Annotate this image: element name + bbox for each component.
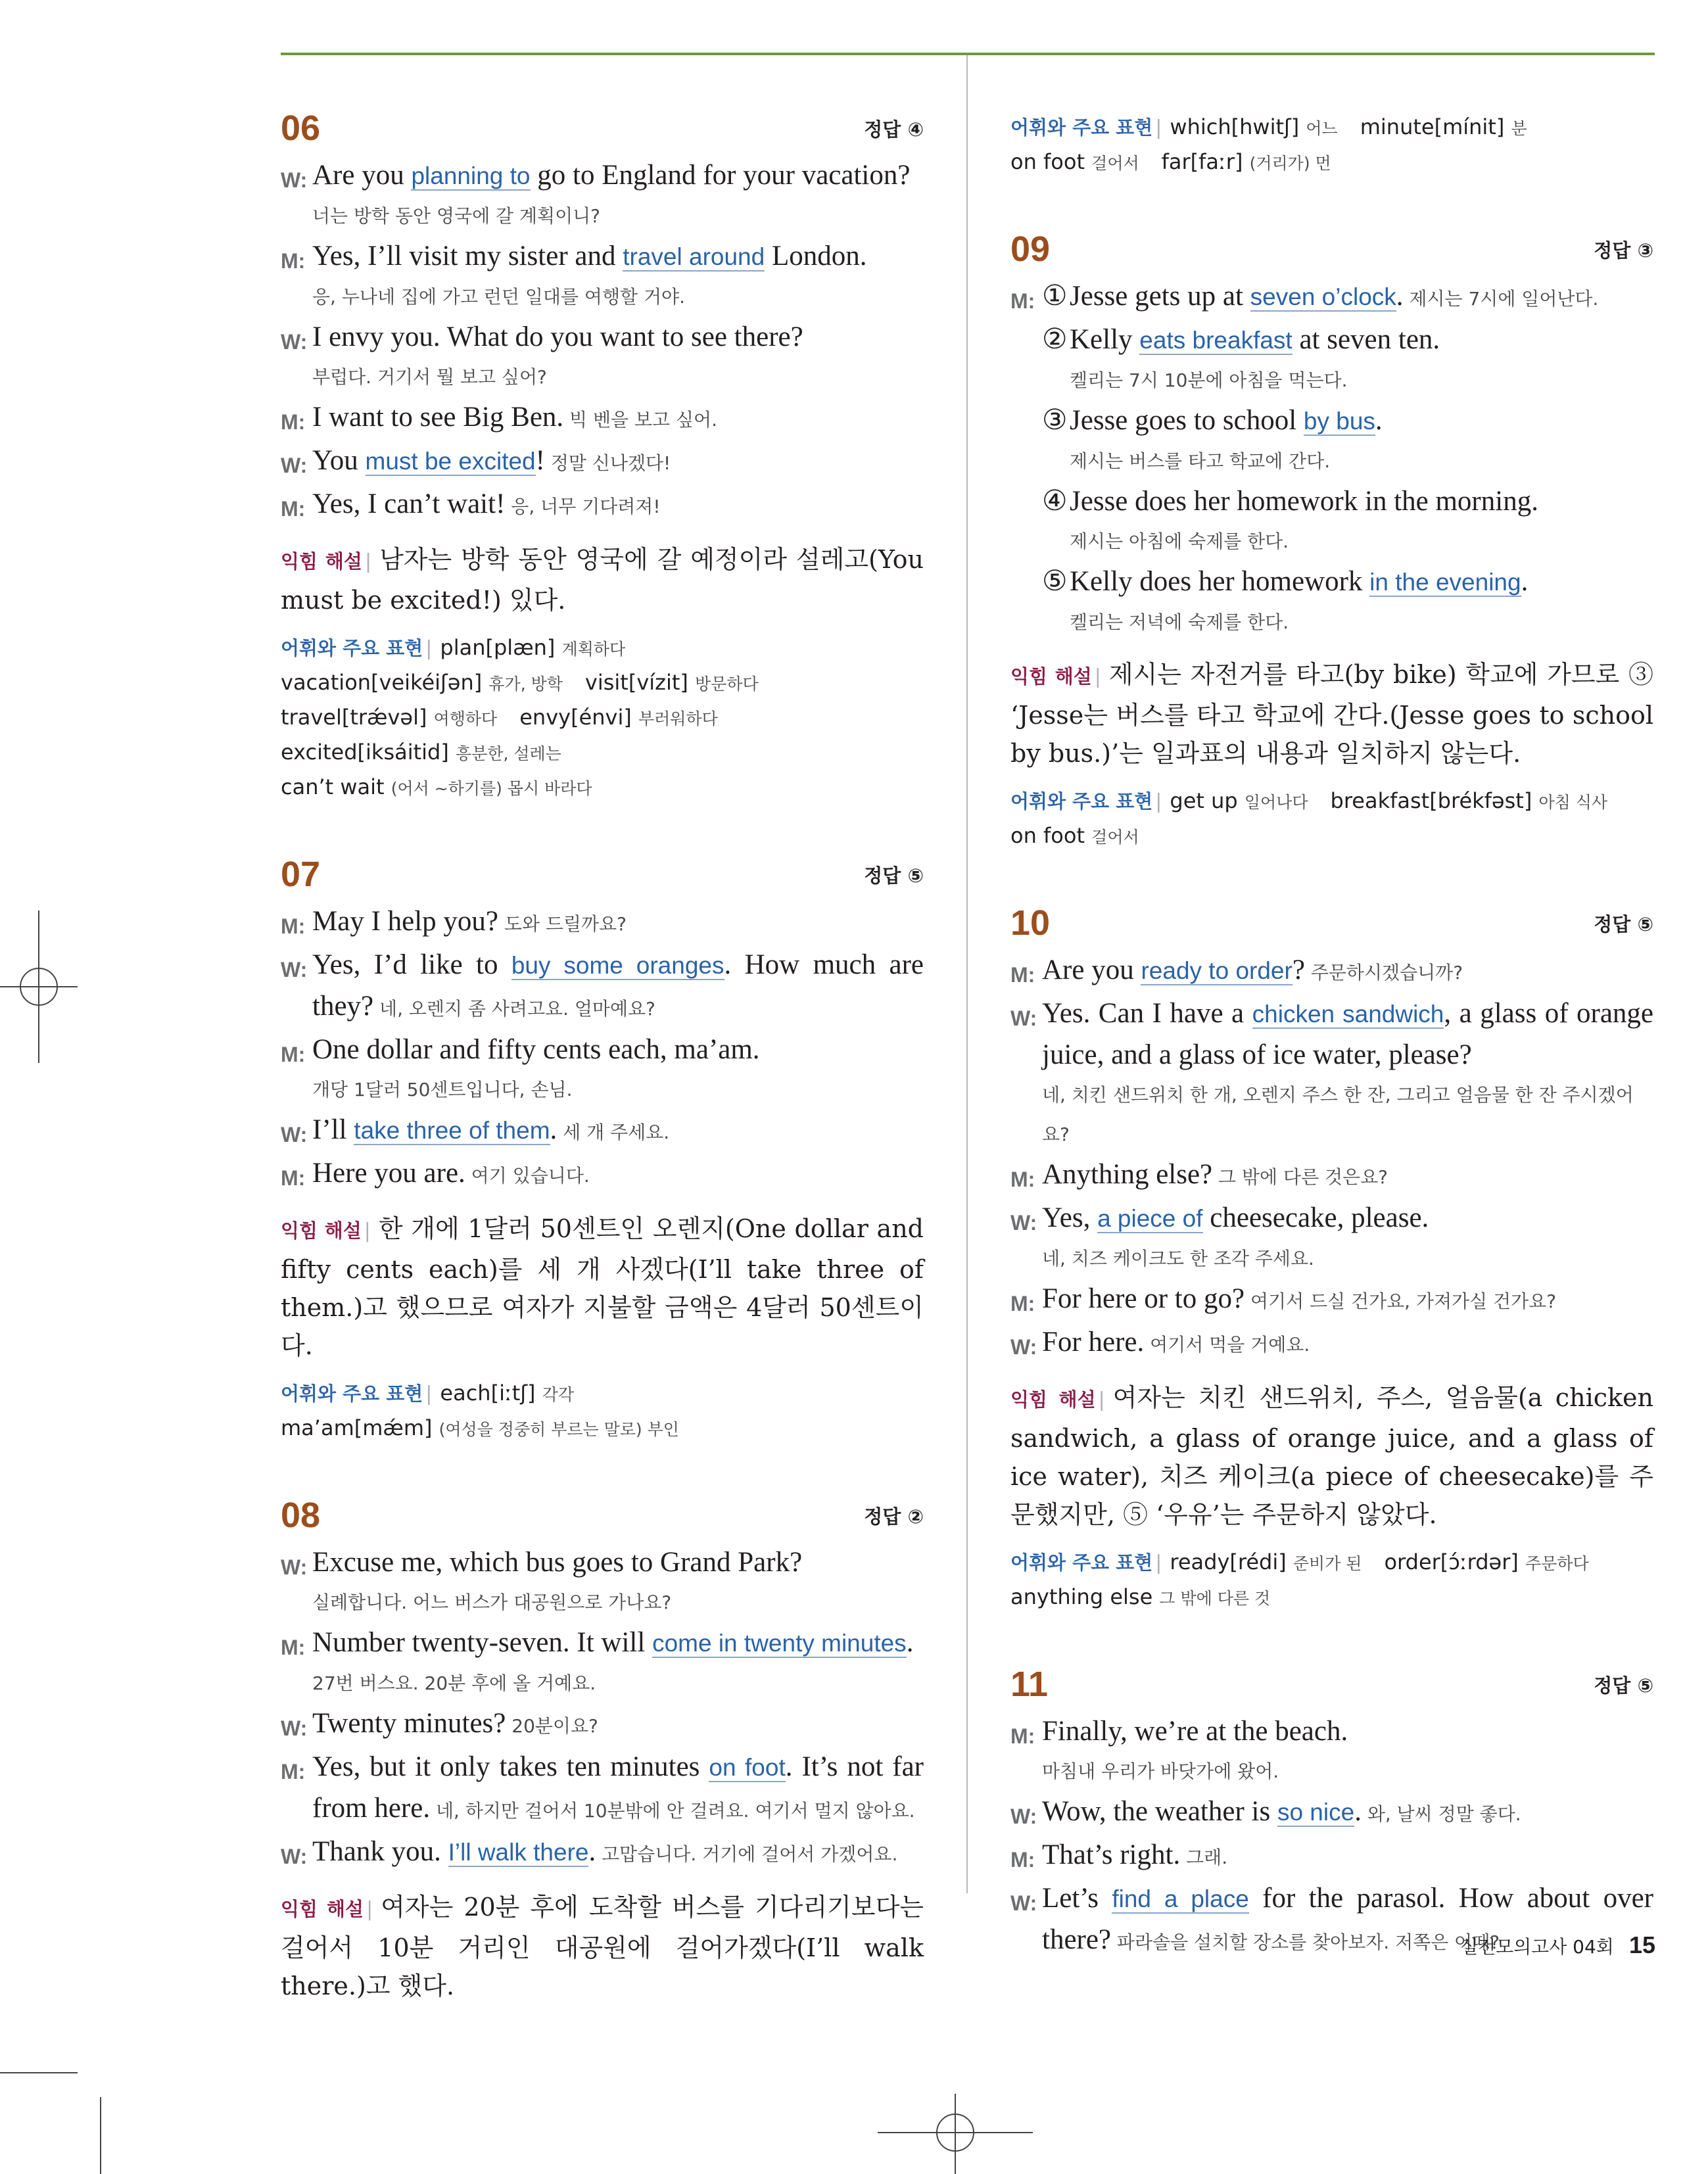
korean-translation: 파라솔을 설치할 장소를 찾아보자. 저쪽은 어때?: [1111, 1931, 1500, 1953]
korean-translation: 마침내 우리가 바닷가에 왔어.: [1042, 1760, 1279, 1782]
speaker-label: M:: [281, 914, 306, 938]
vocab-meaning: 휴가, 방학: [488, 674, 563, 694]
left-column: [281, 99, 924, 2044]
dialogue-line: [1010, 1154, 1653, 1198]
top-rule: [281, 53, 1655, 55]
korean-translation: 네, 하지만 걸어서 10분밖에 안 걸려요. 여기서 멀지 않아요.: [430, 1800, 915, 1822]
option-line: [1010, 276, 1653, 319]
vocab-word: excited[iksáitid]: [281, 740, 449, 765]
dialogue-text: .: [1354, 1796, 1362, 1827]
speaker-label: M:: [281, 410, 306, 434]
dialogue-line: [1010, 1198, 1653, 1239]
dialogue-text: Yes,: [1042, 1202, 1098, 1233]
question-number: 08: [281, 1496, 321, 1535]
fill-in-answer: buy some oranges: [511, 952, 724, 979]
answer-label: 정답 ③: [1594, 239, 1653, 262]
explanation: 익힘 해설 | 남자는 방학 동안 영국에 갈 예정이라 설레고(You must be excited!) 있다.: [281, 545, 924, 615]
korean-translation: 그래.: [1180, 1847, 1228, 1868]
dialogue-line: [281, 484, 924, 527]
dialogue: [1010, 1711, 1653, 1963]
dialogue-text: Number twenty-seven. It will: [312, 1627, 653, 1658]
dialogue-text: I envy you. What do you want to see there?: [312, 321, 803, 352]
speaker-label: W:: [281, 1845, 308, 1868]
korean-translation: 고맙습니다. 거기에 걸어서 가겠어요.: [596, 1843, 898, 1865]
vocab-meaning: 흥분한, 설레는: [456, 744, 561, 763]
fill-in-answer: so nice: [1277, 1799, 1355, 1826]
speaker-label: W:: [1010, 1335, 1037, 1359]
vocab-meaning: 준비가 된: [1293, 1554, 1362, 1573]
crop-mark-bottom-left: [0, 2072, 78, 2073]
korean-translation: 켈리는 7시 10분에 아침을 먹는다.: [1070, 369, 1348, 391]
speaker-label: W:: [281, 1123, 308, 1146]
dialogue-text: Thank you.: [312, 1836, 448, 1867]
fill-in-answer: eats breakfast: [1139, 327, 1293, 354]
vocab-line: [1010, 1580, 1653, 1615]
dialogue-line: [281, 945, 924, 1029]
dialogue-line: [281, 397, 924, 440]
speaker-label: M:: [1010, 1848, 1035, 1872]
vocab-word: far[faːr]: [1161, 149, 1243, 174]
vocab-meaning: 계획하다: [561, 640, 626, 659]
speaker-label: W:: [1010, 1805, 1037, 1828]
dialogue: [1010, 950, 1653, 1365]
vocab-meaning: 어느: [1306, 119, 1338, 138]
dialogue-text: Yes, I can’t wait!: [312, 488, 506, 519]
question-08-vocab-continued: [1010, 110, 1653, 180]
fill-in-answer: I’ll walk there: [448, 1839, 589, 1866]
korean-translation: 주문하시겠습니까?: [1304, 962, 1463, 983]
option-text: Jesse gets up at: [1070, 281, 1250, 312]
dialogue-text: Yes, but it only takes ten minutes: [312, 1751, 709, 1782]
speaker-label: M:: [1010, 1292, 1035, 1315]
vocab-word: vacation[veikéiʃən]: [281, 670, 483, 695]
korean-translation: 27번 버스요. 20분 후에 올 거예요.: [312, 1672, 596, 1694]
vocab-word: breakfast[brékfəst]: [1330, 788, 1532, 813]
korean-translation: 여기 있습니다.: [465, 1165, 590, 1187]
dialogue-text: ?: [1292, 955, 1305, 985]
speaker-label: M:: [1010, 1724, 1035, 1748]
registration-circle-left: [20, 968, 58, 1006]
option-number: ③: [1042, 405, 1068, 436]
speaker-label: W:: [281, 330, 308, 354]
korean-translation: 그 밖에 다른 것은요?: [1212, 1166, 1388, 1188]
dialogue-text: .: [906, 1627, 914, 1658]
option-line: [1010, 400, 1653, 442]
vocabulary: [1010, 784, 1653, 854]
korean-translation: 20분이요?: [506, 1715, 598, 1737]
vocab-word: on foot: [1010, 823, 1085, 848]
vocabulary: [1010, 1546, 1653, 1615]
korean-translation: 정말 신나겠다!: [544, 452, 671, 474]
answer-label: 정답 ⑤: [1594, 1674, 1653, 1697]
speaker-label: W:: [1010, 1891, 1037, 1915]
vocab-line: [1010, 784, 1653, 819]
question-number: 07: [281, 855, 321, 894]
speaker-label: W:: [281, 1716, 308, 1740]
vocab-word: each[iːtʃ]: [440, 1381, 536, 1406]
right-column: [1010, 110, 1653, 2002]
vocab-meaning: 각각: [542, 1385, 574, 1404]
vocab-word: can’t wait: [281, 774, 385, 799]
dialogue-text: .: [588, 1836, 596, 1867]
dialogue-line: [1010, 950, 1653, 993]
fill-in-answer: seven o’clock: [1250, 283, 1396, 310]
speaker-label: M:: [281, 1166, 306, 1190]
dialogue-line: [281, 1831, 924, 1875]
vocab-meaning: 그 밖에 다른 것: [1159, 1589, 1271, 1608]
vocab-word: plan[plæn]: [440, 635, 556, 660]
dialogue-text: Yes, I’d like to: [312, 949, 511, 980]
dialogue-text: Twenty minutes?: [312, 1708, 506, 1739]
dialogue-text: Let’s: [1042, 1883, 1112, 1914]
korean-translation: 여기서 먹을 거예요.: [1144, 1334, 1310, 1356]
dialogue-text: You: [312, 445, 366, 476]
explanation: 익힘 해설 | 여자는 치킨 샌드위치, 주스, 얼음물(a chicken sandwich, a glass of orange juice, and a glass of ice water), 치즈 케이크(a piece of cheesecake)를 주문했지만, ⑤ ‘우유’는 주문하지 않았다.: [1010, 1383, 1653, 1529]
option-line: [1010, 319, 1653, 361]
question-number: 10: [1010, 903, 1051, 943]
korean-translation: 개당 1달러 50센트입니다, 손님.: [312, 1079, 573, 1100]
korean-translation: 세 개 주세요.: [557, 1122, 670, 1143]
dialogue-text: .: [550, 1114, 557, 1145]
fill-in-answer: on foot: [709, 1754, 786, 1781]
dialogue-line: [281, 1110, 924, 1153]
question-11: [1010, 1655, 1653, 1963]
dialogue-line: [1010, 1711, 1653, 1752]
speaker-label: M:: [281, 1760, 306, 1784]
option-text: .: [1521, 566, 1529, 597]
dialogue-text: Yes. Can I have a: [1042, 998, 1252, 1029]
korean-translation: 제시는 7시에 일어난다.: [1403, 288, 1599, 310]
explanation: 익힘 해설 | 한 개에 1달러 50센트인 오렌지(One dollar and fifty cents each)를 세 개 사겠다(I’ll take three of them.)고 했으므로 여자가 지불할 금액은 4달러 50센트이다.: [281, 1214, 924, 1360]
dialogue-text: I want to see Big Ben.: [312, 402, 564, 433]
dialogue-line: [281, 440, 924, 484]
dialogue-text: Excuse me, which bus goes to Grand Park?: [312, 1547, 803, 1578]
dialogue-text: London.: [765, 241, 867, 272]
korean-translation: 여기서 드실 건가요, 가져가실 건가요?: [1245, 1290, 1557, 1312]
vocab-word: travel[trǽvəl]: [281, 705, 427, 730]
dialogue-text: cheesecake, please.: [1202, 1202, 1429, 1233]
question-08: [281, 1486, 924, 2005]
question-07: [281, 845, 924, 1446]
separator: |: [1155, 1551, 1162, 1574]
vocab-line: [281, 631, 924, 666]
vocab-word: order[ɔ́ːrdər]: [1384, 1549, 1519, 1574]
vocab-word: visit[vízit]: [584, 670, 688, 695]
vocab-tag: 어휘와 주요 표현: [1010, 116, 1153, 139]
korean-translation: 제시는 버스를 타고 학교에 간다.: [1070, 450, 1331, 472]
vocab-tag: 어휘와 주요 표현: [1010, 790, 1153, 813]
korean-translation: 켈리는 저녁에 숙제를 한다.: [1070, 611, 1289, 633]
vocab-tag: 어휘와 주요 표현: [281, 637, 423, 659]
separator: |: [1155, 790, 1162, 813]
page-number: 15: [1628, 1931, 1655, 1958]
question-09: [1010, 220, 1653, 854]
dialogue-text: Wow, the weather is: [1042, 1796, 1277, 1827]
vocab-meaning: 아침 식사: [1538, 793, 1608, 812]
vocab-meaning: (어서 ~하기를) 몹시 바라다: [391, 779, 592, 798]
korean-translation: 와, 날씨 정말 좋다.: [1361, 1803, 1521, 1825]
vocab-meaning: 일어나다: [1244, 793, 1308, 812]
vocab-meaning: 걸어서: [1091, 154, 1139, 173]
column-divider: [966, 55, 968, 1893]
dialogue-line: [1010, 1322, 1653, 1365]
vocab-line: [281, 666, 924, 701]
speaker-label: W:: [281, 1555, 308, 1579]
dialogue-line: [1010, 1791, 1653, 1835]
vocab-word: ma’am[mǽm]: [281, 1415, 433, 1440]
vocab-meaning: 부러워하다: [638, 709, 718, 728]
vocab-word: anything else: [1010, 1584, 1153, 1609]
vocab-word: which[hwitʃ]: [1170, 114, 1300, 139]
vocabulary: [281, 631, 924, 805]
vocab-line: [1010, 110, 1653, 145]
crop-mark-bottom-left-v: [100, 2097, 101, 2174]
question-10: [1010, 893, 1653, 1615]
option-text: .: [1375, 405, 1383, 436]
speaker-label: M:: [281, 1043, 306, 1066]
vocab-line: [281, 736, 924, 770]
question-number: 11: [1010, 1665, 1049, 1704]
dialogue-line: [281, 1703, 924, 1747]
explanation: 익힘 해설 | 여자는 20분 후에 도착할 버스를 기다리기보다는 걸어서 10분 거리인 대공원에 걸어가겠다(I’ll walk there.)고 했다.: [281, 1893, 924, 2000]
dialogue-text: For here or to go?: [1042, 1283, 1245, 1314]
option-text: Kelly does her homework: [1070, 566, 1370, 597]
dialogue: [281, 1542, 924, 1875]
speaker-label: M:: [1010, 289, 1035, 313]
footer-label: 실전모의고사 04회: [1459, 1936, 1614, 1958]
vocab-line: [1010, 145, 1653, 180]
dialogue-line: [1010, 276, 1653, 642]
korean-translation: 도와 드릴까요?: [498, 913, 627, 935]
dialogue-text: Are you: [312, 160, 412, 191]
vocab-meaning: 분: [1511, 119, 1527, 138]
dialogue-line: [281, 1153, 924, 1196]
fill-in-answer: travel around: [623, 243, 765, 270]
speaker-label: W:: [281, 958, 308, 981]
dialogue-line: [281, 155, 924, 197]
question-06: [281, 99, 924, 805]
korean-translation: 네, 치즈 케이크도 한 조각 주세요.: [1042, 1248, 1314, 1269]
korean-translation: 제시는 아침에 숙제를 한다.: [1070, 531, 1289, 552]
dialogue: [281, 901, 924, 1196]
korean-translation: 네, 치킨 샌드위치 한 개, 오렌지 주스 한 잔, 그리고 얼음물 한 잔 주시겠어요?: [1042, 1084, 1634, 1145]
option-line: [1010, 561, 1653, 603]
page-footer: [1460, 1931, 1655, 1959]
separator: |: [425, 637, 433, 660]
option-text: Jesse does her homework in the morning.: [1070, 486, 1538, 517]
answer-label: 정답 ⑤: [864, 864, 924, 887]
fill-in-answer: planning to: [411, 162, 531, 189]
dialogue-text: One dollar and fifty cents each, ma’am.: [312, 1034, 760, 1065]
dialogue-line: [281, 1029, 924, 1070]
vocab-tag: 어휘와 주요 표현: [1010, 1551, 1153, 1574]
speaker-label: M:: [281, 1636, 306, 1659]
answer-label: 정답 ④: [864, 118, 924, 141]
korean-translation: 네, 오렌지 좀 사려고요. 얼마예요?: [373, 998, 655, 1020]
fill-in-answer: ready to order: [1141, 957, 1293, 984]
registration-circle-bottom: [936, 2114, 974, 2152]
dialogue-text: That’s right.: [1042, 1839, 1181, 1870]
option-number: ④: [1042, 486, 1068, 517]
vocabulary: [281, 1377, 924, 1446]
options-list: [1010, 276, 1653, 642]
dialogue-line: [1010, 1835, 1653, 1878]
dialogue-text: Finally, we’re at the beach.: [1042, 1716, 1348, 1747]
dialogue-line: [281, 901, 924, 945]
speaker-label: M:: [281, 249, 306, 273]
speaker-label: W:: [281, 168, 308, 192]
fill-in-answer: by bus: [1303, 408, 1375, 435]
vocab-line: [281, 770, 924, 805]
vocab-meaning: 방문하다: [695, 674, 759, 694]
dialogue-text: Are you: [1042, 955, 1141, 985]
speaker-label: W:: [1010, 1211, 1037, 1235]
korean-translation: 너는 방학 동안 영국에 갈 계획이니?: [312, 205, 601, 227]
dialogue-text: . It’s not far from here.: [312, 1751, 924, 1824]
dialogue-line: [1010, 993, 1653, 1075]
dialogue-text: go to England for your vacation?: [530, 160, 911, 191]
dialogue-text: For here.: [1042, 1327, 1145, 1358]
fill-in-answer: in the evening: [1369, 569, 1521, 596]
dialogue-line: [281, 1542, 924, 1583]
option-number: ②: [1042, 324, 1068, 355]
dialogue-text: . How much are they?: [312, 949, 924, 1022]
question-number: 09: [1010, 229, 1051, 269]
vocab-word: on foot: [1010, 149, 1085, 174]
dialogue-text: !: [535, 445, 545, 476]
dialogue-text: Anything else?: [1042, 1159, 1213, 1190]
vocab-meaning: 주문하다: [1525, 1554, 1589, 1573]
korean-translation: 응, 너무 기다려져!: [505, 496, 661, 517]
fill-in-answer: a piece of: [1097, 1205, 1203, 1232]
speaker-label: W:: [281, 454, 308, 477]
dialogue-line: [281, 1747, 924, 1831]
option-text: .: [1396, 281, 1404, 312]
vocab-line: [281, 1411, 924, 1446]
answer-label: 정답 ②: [864, 1505, 924, 1528]
vocab-tag: 어휘와 주요 표현: [281, 1382, 423, 1405]
dialogue-text: , a glass of orange juice, and a glass of ice water, please?: [1042, 998, 1653, 1070]
vocab-word: envy[énvi]: [519, 705, 632, 730]
option-text: Kelly: [1070, 324, 1140, 355]
fill-in-answer: chicken sandwich: [1252, 1001, 1444, 1028]
option-text: Jesse goes to school: [1070, 405, 1304, 436]
speaker-label: M:: [1010, 963, 1035, 987]
fill-in-answer: must be excited: [365, 448, 536, 475]
option-number: ⑤: [1042, 566, 1068, 597]
dialogue-text: I’ll: [312, 1114, 354, 1145]
answer-label: 정답 ⑤: [1594, 913, 1653, 935]
vocab-meaning: (거리가) 먼: [1249, 154, 1331, 173]
vocab-word: minute[mínit]: [1360, 114, 1505, 139]
vocab-line: [1010, 819, 1653, 854]
korean-translation: 부럽다. 거기서 뭘 보고 싶어?: [312, 366, 547, 388]
vocab-word: get up: [1170, 788, 1238, 813]
korean-translation: 빅 벤을 보고 싶어.: [563, 409, 717, 431]
vocab-meaning: (여성을 정중히 부르는 말로) 부인: [439, 1420, 679, 1439]
vocab-meaning: 걸어서: [1091, 828, 1139, 847]
dialogue-line: [1010, 1279, 1653, 1322]
vocab-line: [281, 1377, 924, 1411]
dialogue-text: May I help you?: [312, 906, 499, 937]
fill-in-answer: find a place: [1112, 1885, 1249, 1912]
dialogue: [281, 155, 924, 527]
option-text: at seven ten.: [1292, 324, 1440, 355]
vocab-word: ready[rédi]: [1170, 1549, 1287, 1574]
explanation: 익힘 해설 | 제시는 자전거를 타고(by bike) 학교에 가므로 ③ ‘Jesse는 버스를 타고 학교에 간다.(Jesse goes to school by bus.)’는 일과표의 내용과 일치하지 않는다.: [1010, 660, 1653, 768]
option-line: [1010, 481, 1653, 522]
dialogue-line: [281, 1622, 924, 1664]
speaker-label: W:: [1010, 1006, 1037, 1030]
dialogue-line: [281, 236, 924, 277]
dialogue-text: Here you are.: [312, 1158, 465, 1189]
korean-translation: 응, 누나네 집에 가고 런던 일대를 여행할 거야.: [312, 286, 685, 308]
fill-in-answer: take three of them: [354, 1117, 550, 1144]
question-number: 06: [281, 108, 321, 148]
fill-in-answer: come in twenty minutes: [652, 1630, 907, 1657]
vocab-line: [281, 701, 924, 736]
speaker-label: M:: [1010, 1168, 1035, 1191]
dialogue-text: for the parasol. How about over there?: [1042, 1883, 1653, 1955]
separator: |: [425, 1382, 433, 1406]
separator: |: [1155, 116, 1162, 139]
vocab-meaning: 여행하다: [433, 709, 498, 728]
dialogue-line: [281, 317, 924, 358]
option-number: ①: [1042, 281, 1068, 312]
dialogue-text: Yes, I’ll visit my sister and: [312, 241, 623, 272]
vocabulary: [1010, 110, 1653, 180]
vocab-line: [1010, 1546, 1653, 1580]
korean-translation: 실례합니다. 어느 버스가 대공원으로 가나요?: [312, 1592, 672, 1613]
speaker-label: M:: [281, 497, 306, 521]
